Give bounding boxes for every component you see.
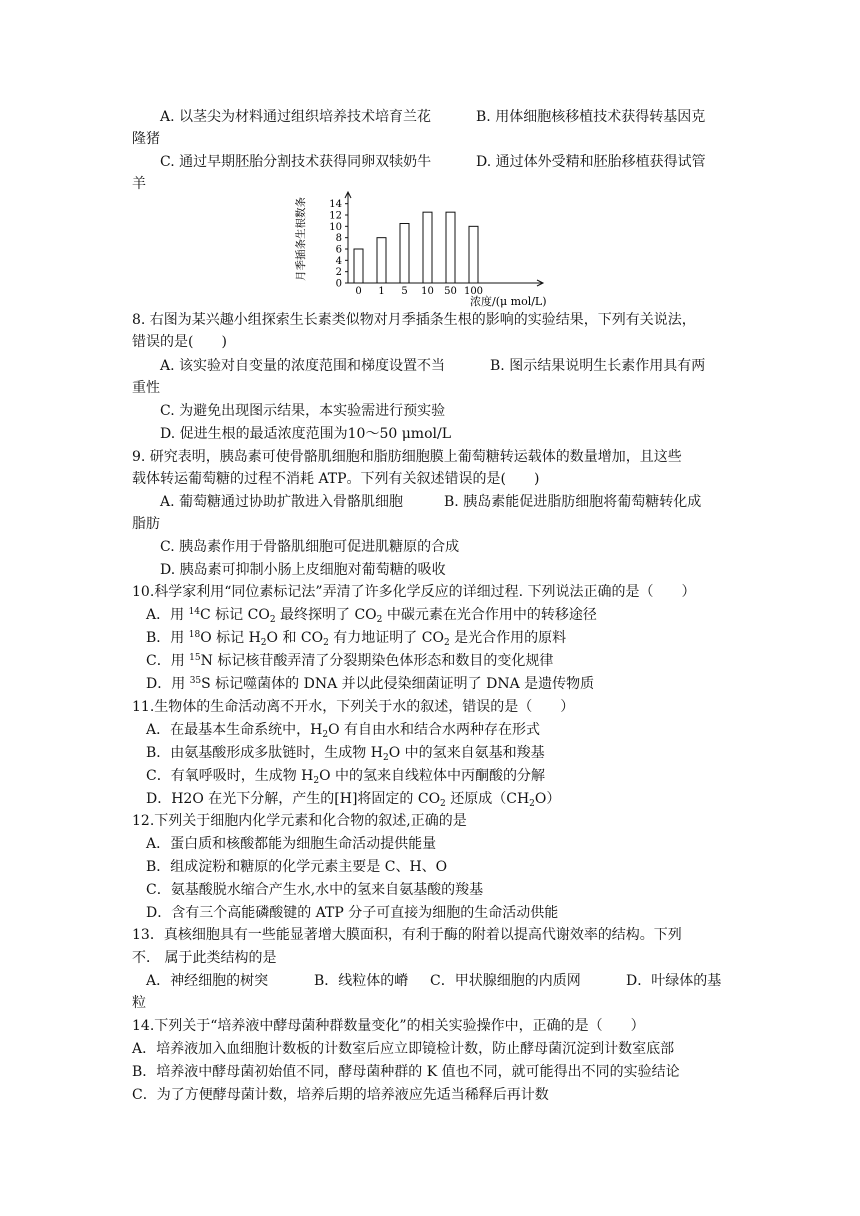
q8-option-a: A. 该实验对自变量的浓度范围和梯度设置不当 (160, 358, 446, 374)
q14-stem: 14.下列关于“培养液中酵母菌种群数量变化”的相关实验操作中，正确的是（ ） (132, 1018, 645, 1034)
q10-option-d: D．用 $^{35}$S 标记噬菌体的 DNA 并以此侵染细菌证明了 DNA 是遗传物质 (146, 676, 595, 692)
q12-option-b: B．组成淀粉和糖原的化学元素主要是 C、H、O (146, 859, 448, 875)
q8-option-c: C. 为避免出现图示结果，本实验需进行预实验 (160, 403, 446, 419)
q8-stem-2: 错误的是( ) (132, 334, 227, 350)
y-tick-label: 4 (335, 255, 342, 267)
q13-option-c: C．甲状腺细胞的内质网 (430, 973, 581, 989)
q12-option-d: D．含有三个高能磷酸键的 ATP 分子可直接为细胞的生命活动供能 (146, 905, 559, 921)
q8-option-b: B. 图示结果说明生长素作用具有两 (490, 358, 706, 374)
q13-option-d: D．叶绿体的基 (626, 973, 722, 989)
x-tick-label: 50 (444, 286, 457, 297)
y-tick-label: 8 (335, 233, 342, 245)
chart-x-ticks (355, 286, 483, 297)
q11-option-c: C．有氧呼吸时，生成物 $H_2O$ 中的氢来自线粒体中丙酮酸的分解 (146, 768, 546, 786)
chart-y-ticks (329, 199, 348, 289)
q11-stem: 11.生物体的生命活动离不开水，下列关于水的叙述，错误的是（ ） (132, 699, 575, 715)
q7-option-b-cont: 隆猪 (132, 131, 160, 147)
bar (446, 212, 455, 283)
q7-option-c: C. 通过早期胚胎分割技术获得同卵双犊奶牛 (160, 154, 432, 170)
q13-stem-2: 不． 属于此类结构的是 (132, 950, 277, 966)
q9-option-a: A. 葡萄糖通过协助扩散进入骨骼肌细胞 (160, 494, 404, 510)
q9-option-c: C. 胰岛素作用于骨骼肌细胞可促进肌糖原的合成 (160, 539, 460, 555)
q13-options (146, 971, 746, 991)
x-tick-label: 1 (378, 286, 385, 297)
q10-option-a: A．用 $^{14}$C 标记 $CO_2$ 最终探明了 $CO_2$ 中碳元素在光合作用中的转移途径 (146, 607, 597, 625)
q10-option-b: B．用 $^{18}$O 标记 $H_2O$ 和 $CO_2$ 有力地证明了 $CO_2$ 是光合作用的原料 (146, 630, 567, 648)
q9-option-b: B. 胰岛素能促进脂肪细胞将葡萄糖转化成 (444, 494, 702, 510)
q8-option-b-cont: 重性 (132, 380, 160, 396)
q9-option-b-cont: 脂肪 (132, 516, 160, 532)
q7-option-a: A. 以茎尖为材料通过组织培养技术培育兰花 (160, 109, 432, 125)
q11-option-b: B．由氨基酸形成多肽链时，生成物 $H_2O$ 中的氢来自氨基和羧基 (146, 745, 545, 763)
q11-option-d: D．H2O 在光下分解，产生的[H]将固定的 $CO_2$ 还原成$(CH_2O)$ (146, 791, 561, 809)
x-tick-label: 100 (463, 286, 484, 297)
q9-line-1 (160, 492, 760, 512)
q8-option-d: D. 促进生根的最适浓度范围为10～50 μmol/L (160, 426, 451, 442)
q14-option-b: B．培养液中酵母菌初始值不同，酵母菌种群的 K 值也不同，就可能得出不同的实验结论 (132, 1064, 680, 1080)
q10-option-c: C．用 $^{15}$N 标记核苷酸弄清了分裂期染色体形态和数目的变化规律 (146, 653, 554, 669)
y-tick-label: 2 (335, 267, 342, 279)
y-tick-label: 6 (335, 244, 342, 256)
q7-option-d: D. 通过体外受精和胚胎移植获得试管 (476, 154, 706, 170)
q13-stem-1: 13．真核细胞具有一些能显著增大膜面积，有利于酶的附着以提高代谢效率的结构。下列 (132, 927, 682, 943)
q7-option-b: B. 用体细胞核移植技术获得转基因克 (476, 109, 706, 125)
q13-option-b: B．线粒体的嵴 (314, 973, 409, 989)
y-tick-label: 14 (329, 199, 342, 211)
q7-option-d-cont: 羊 (132, 176, 146, 192)
y-tick-label: 12 (329, 210, 342, 222)
q11-option-a: A．在最基本生命系统中，$H_2O$ 有自由水和结合水两种存在形式 (146, 722, 540, 740)
q12-option-a: A．蛋白质和核酸都能为细胞生命活动提供能量 (146, 836, 437, 852)
x-tick-label: 10 (421, 286, 434, 297)
x-tick-label: 5 (401, 286, 408, 297)
y-tick-label: 10 (329, 221, 342, 233)
q9-stem-1: 9. 研究表明，胰岛素可使骨骼肌细胞和脂肪细胞膜上葡萄糖转运载体的数量增加，且这些 (132, 449, 682, 465)
q14-option-a: A．培养液加入血细胞计数板的计数室后应立即镜检计数，防止酵母菌沉淀到计数室底部 (132, 1041, 675, 1057)
bar (354, 249, 363, 283)
q7-line-1 (160, 107, 760, 127)
chart-x-label: 浓度/(μ mol/L) (470, 295, 547, 308)
chart-bars (354, 212, 478, 283)
chart-y-label: 月季插条生根数条 (295, 197, 307, 281)
root-growth-bar-chart (290, 188, 560, 308)
q10-stem: 10.科学家利用“同位素标记法”弄清了许多化学反应的详细过程. 下列说法正确的是（ ） (132, 584, 696, 600)
chart-axes (345, 192, 543, 286)
x-tick-label: 0 (355, 286, 362, 297)
q13-option-a: A．神经细胞的树突 (146, 973, 269, 989)
bar (469, 226, 478, 283)
q13-option-d-cont: 粒 (132, 995, 146, 1011)
y-tick-label: 0 (335, 278, 342, 290)
q8-stem-1: 8. 右图为某兴趣小组探索生长素类似物对月季插条生根的影响的实验结果，下列有关说法， (132, 312, 696, 328)
q12-option-c: C．氨基酸脱水缩合产生水,水中的氢来自氨基酸的羧基 (146, 882, 484, 898)
q8-line-1 (160, 356, 760, 376)
q9-stem-2: 载体转运葡萄糖的过程不消耗 ATP。下列有关叙述错误的是( ) (132, 471, 540, 487)
q7-line-2 (160, 152, 760, 172)
bar (377, 238, 386, 283)
bar (400, 224, 409, 284)
bar (423, 212, 432, 283)
q12-stem: 12.下列关于细胞内化学元素和化合物的叙述,正确的是 (132, 813, 467, 829)
q14-option-c: C．为了方便酵母菌计数，培养后期的培养液应先适当稀释后再计数 (132, 1087, 549, 1103)
q9-option-d: D. 胰岛素可抑制小肠上皮细胞对葡萄糖的吸收 (160, 562, 446, 578)
